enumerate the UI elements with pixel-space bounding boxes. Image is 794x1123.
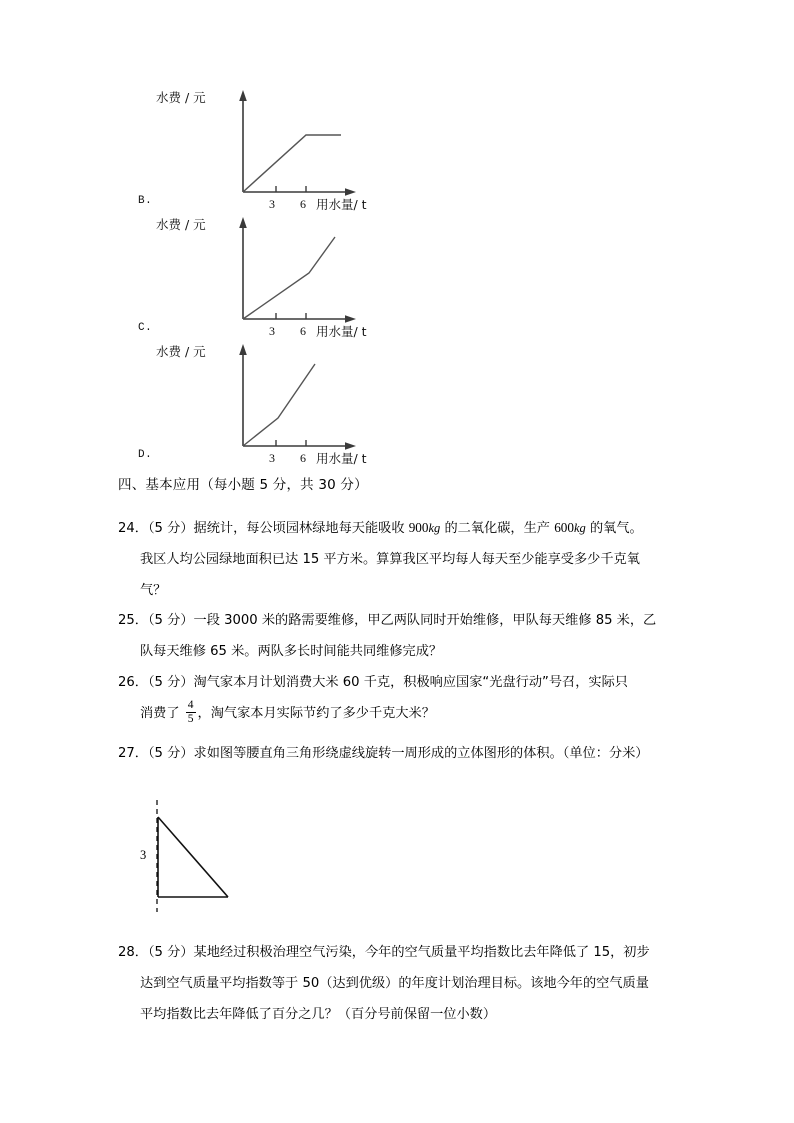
- choice-option-b[interactable]: [130, 82, 430, 210]
- question-25-line-2: 队每天维修 65 米。两队多长时间能共同维修完成？: [140, 644, 443, 659]
- question-24-line-3: 气？: [140, 583, 167, 598]
- question-27: [118, 738, 688, 769]
- question-25: [118, 605, 688, 667]
- question-26-text-b: ，淘气家本月实际节约了多少千克大米？: [197, 706, 435, 721]
- rotation-triangle-diagram: [130, 790, 250, 920]
- chart-c-plot: [150, 209, 370, 329]
- chart-d-plot: [150, 336, 370, 456]
- question-24-value-o2: 600: [554, 520, 574, 535]
- question-24-unit-co2: kg: [428, 521, 441, 535]
- fraction-denominator: 5: [187, 712, 194, 725]
- question-26-text-a: 消费了: [140, 706, 184, 721]
- question-24-text-c: 的氧气。: [585, 521, 643, 536]
- question-26-fraction: [186, 699, 196, 725]
- chart-c-y-axis-label: 水费 / 元: [156, 217, 206, 232]
- question-24-line-1: [118, 512, 688, 544]
- chart-d-tick-6: 6: [300, 451, 306, 465]
- choice-letter-d: D.: [138, 449, 153, 461]
- chart-b-x-axis-label: 用水量/ t: [316, 197, 367, 212]
- question-27-figure: [130, 790, 250, 925]
- question-26-line-1: 26．（5 分）淘气家本月计划消费大米 60 千克，积极响应国家“光盘行动”号召，实际只: [118, 675, 628, 690]
- fraction-numerator: 4: [187, 699, 194, 712]
- question-26-line-2: [118, 698, 688, 729]
- chart-b-y-axis-label: 水费 / 元: [156, 90, 206, 105]
- chart-d-tick-3: 3: [269, 451, 275, 465]
- question-24-unit-o2: kg: [573, 521, 586, 535]
- chart-b-tick-3: 3: [269, 197, 275, 211]
- question-24-value-co2: 900: [408, 520, 429, 535]
- question-25-line-1: 25．（5 分）一段 3000 米的路需要维修，甲乙两队同时开始维修，甲队每天维修 85 米，乙: [118, 613, 657, 628]
- choice-letter-c: C.: [138, 322, 153, 334]
- triangle-leg-label: 3: [140, 848, 147, 862]
- choice-option-c[interactable]: [130, 209, 430, 337]
- chart-b-tick-6: 6: [300, 197, 306, 211]
- chart-c-tick-6: 6: [300, 324, 306, 338]
- question-28-line-1: 28．（5 分）某地经过积极治理空气污染，今年的空气质量平均指数比去年降低了 15，初步: [118, 945, 650, 960]
- chart-c-tick-3: 3: [269, 324, 275, 338]
- chart-d-x-axis-label: 用水量/ t: [316, 451, 367, 466]
- section-heading: 四、基本应用（每小题 5 分，共 30 分）: [118, 477, 368, 493]
- choice-letter-b: B.: [138, 195, 153, 207]
- question-27-line-1: 27．（5 分）求如图等腰直角三角形绕虚线旋转一周形成的立体图形的体积。（单位：分米）: [118, 746, 649, 761]
- chart-c-x-axis-label: 用水量/ t: [316, 324, 367, 339]
- question-24-text-a: 24．（5 分）据统计，每公顷园林绿地每天能吸收: [118, 521, 409, 536]
- chart-b-plot: [150, 82, 370, 202]
- question-28-line-2: 达到空气质量平均指数等于 50（达到优级）的年度计划治理目标。该地今年的空气质量: [140, 976, 649, 991]
- question-28-line-3: 平均指数比去年降低了百分之几？（百分号前保留一位小数）: [140, 1007, 497, 1022]
- question-24-text-b: 的二氧化碳，生产: [440, 521, 555, 536]
- choice-option-d[interactable]: [130, 336, 430, 464]
- question-24-line-2: 我区人均公园绿地面积已达 15 平方米。算算我区平均每人每天至少能享受多少千克氧: [140, 552, 640, 567]
- question-26: [118, 667, 688, 729]
- question-24: [118, 512, 688, 606]
- chart-d-y-axis-label: 水费 / 元: [156, 344, 206, 359]
- question-28: [118, 937, 688, 1030]
